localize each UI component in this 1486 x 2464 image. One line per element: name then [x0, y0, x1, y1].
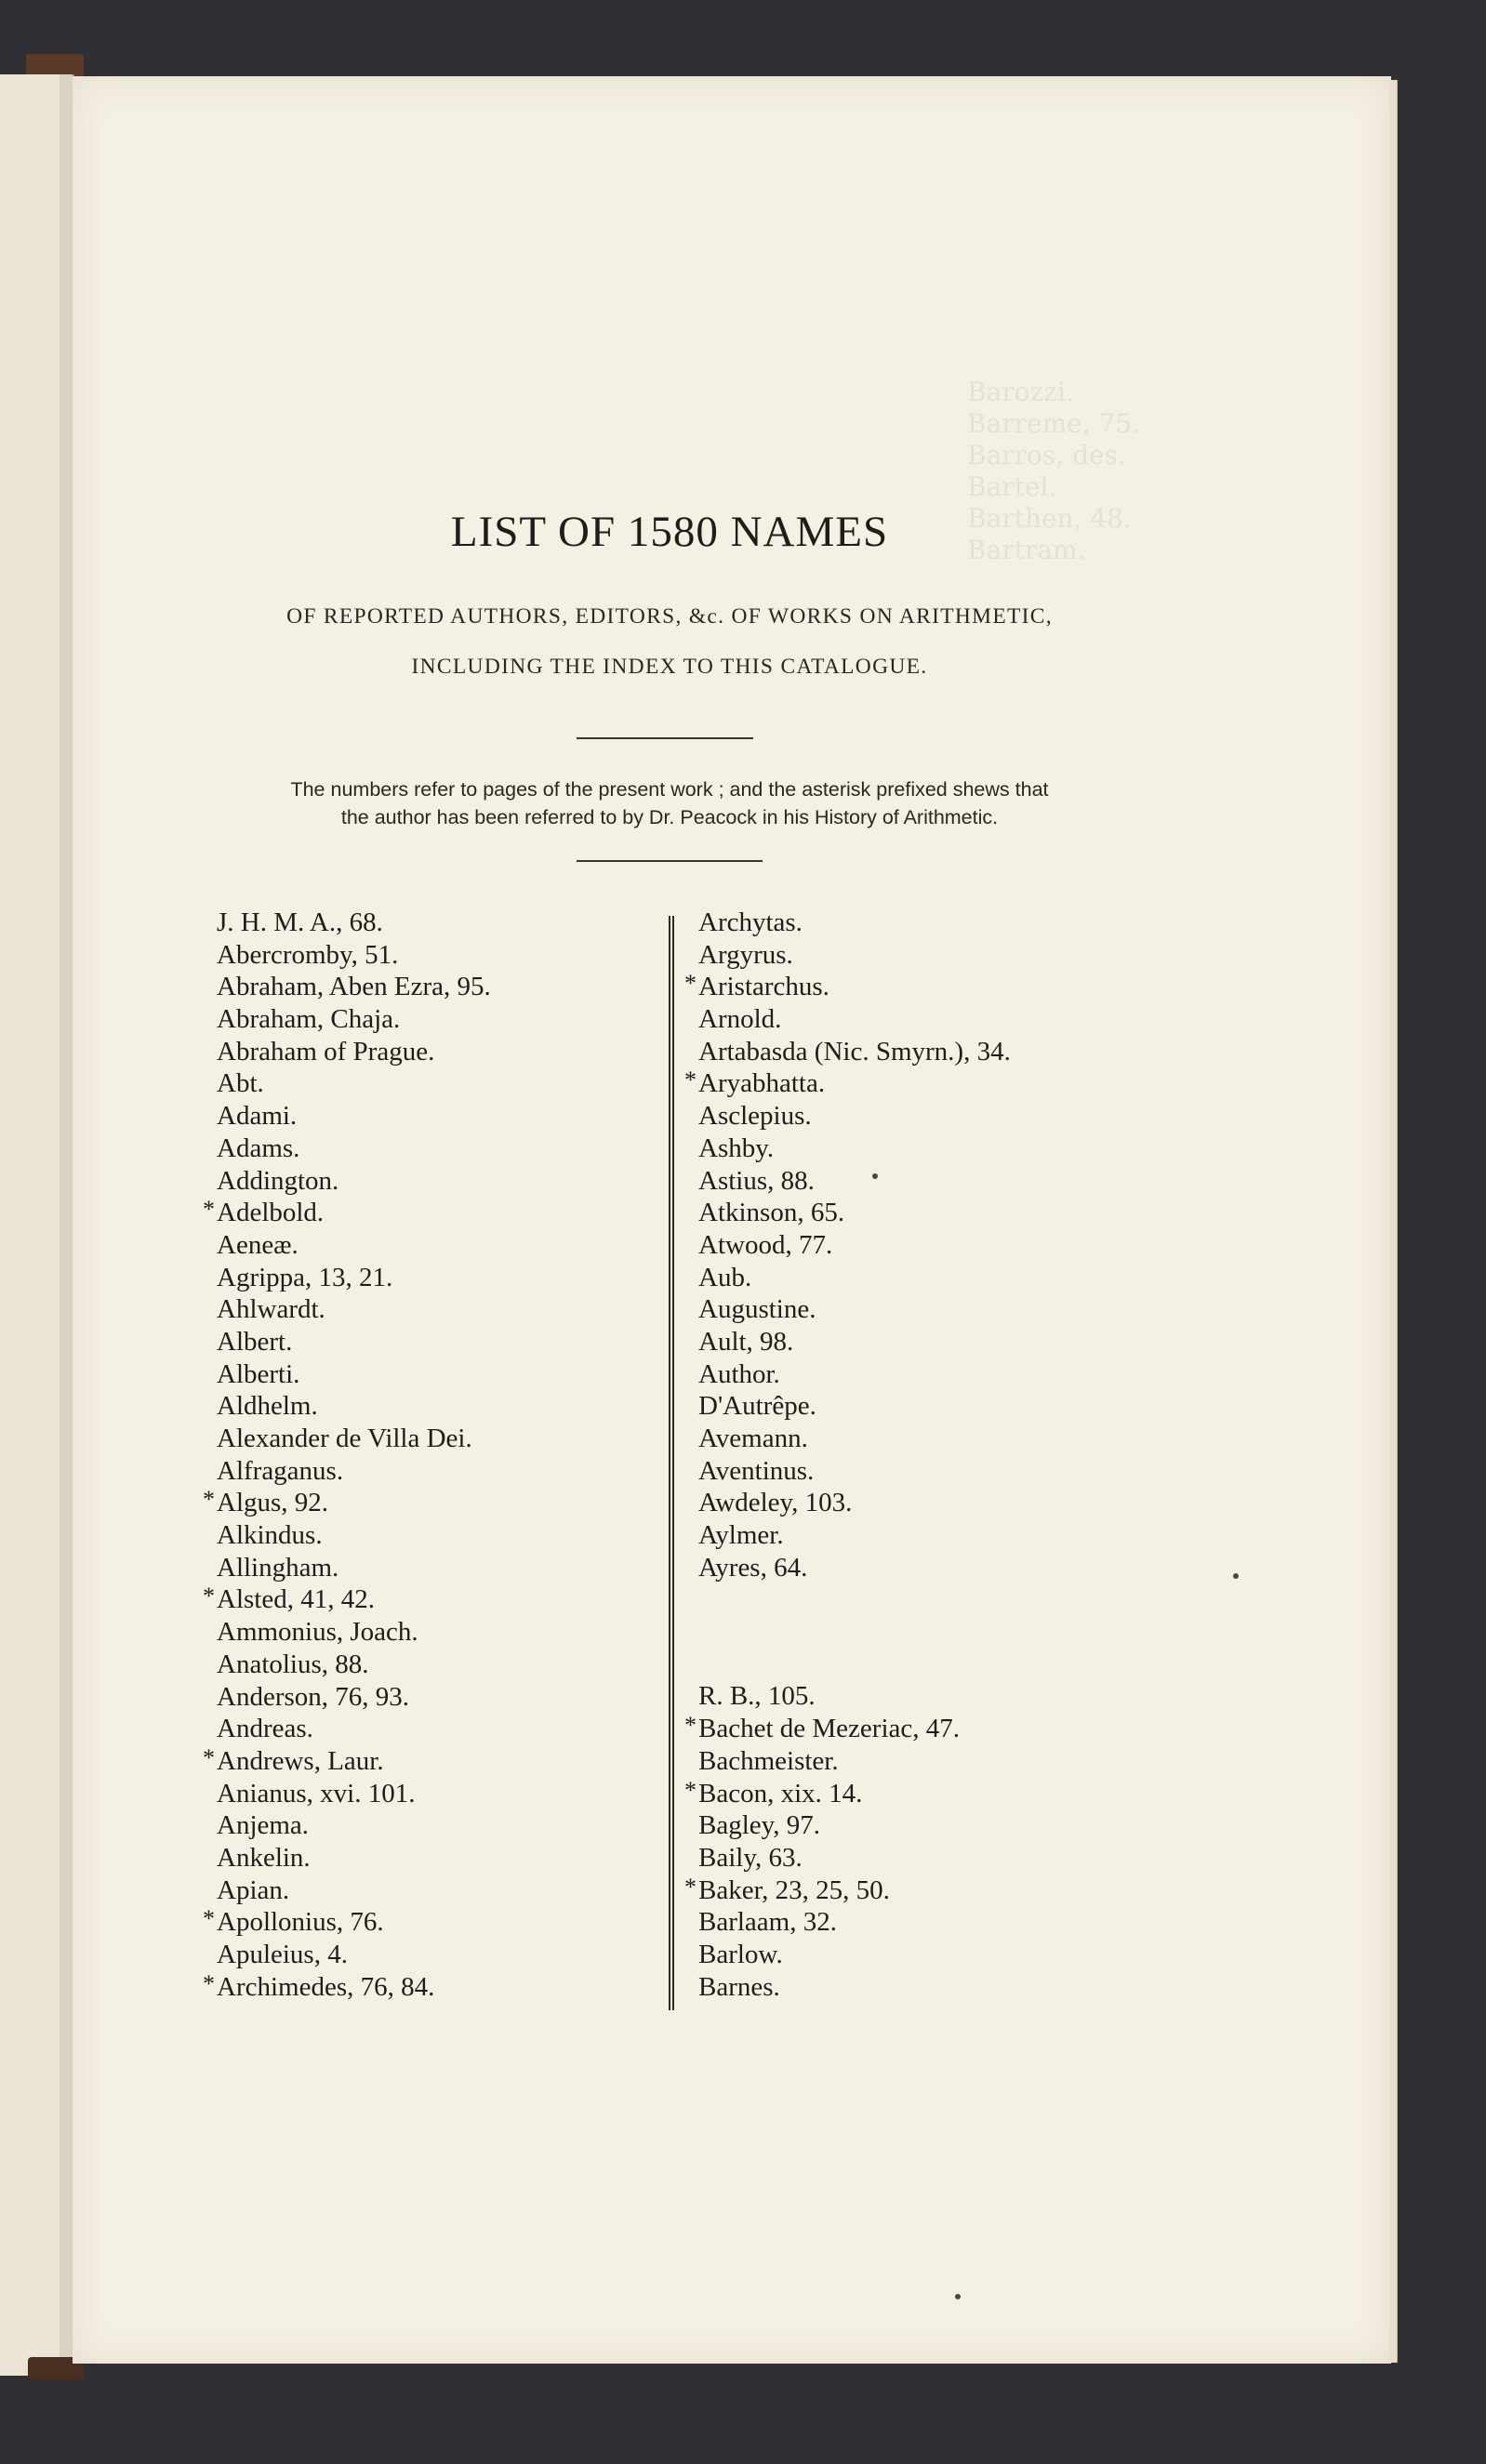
name-text: Ault, 98. — [698, 1326, 794, 1357]
asterisk-marker: * — [203, 1743, 215, 1771]
note-line-2: the author has been referred to by Dr. Peacock in his History of Arithmetic. — [340, 806, 999, 828]
name-text: J. H. M. A., 68. — [217, 907, 383, 937]
name-entry — [217, 1262, 491, 1294]
ink-speck — [872, 1173, 878, 1179]
name-entry — [217, 1842, 491, 1874]
subtitle-line-2: INCLUDING THE INDEX TO THIS CATALOGUE. — [411, 655, 928, 679]
name-entry — [698, 1842, 1011, 1874]
name-entry — [698, 1133, 1011, 1165]
name-text: Augustine. — [698, 1294, 816, 1325]
name-text: Anianus, xvi. 101. — [217, 1778, 416, 1808]
name-entry — [203, 1743, 491, 1778]
name-entry — [698, 1100, 1011, 1133]
name-text: Barlow. — [698, 1939, 783, 1969]
asterisk-marker: * — [203, 1969, 215, 1997]
name-text: Abercromby, 51. — [217, 939, 399, 970]
name-text: Apuleius, 4. — [217, 1940, 348, 1969]
name-text: Avemann. — [698, 1424, 808, 1453]
name-entry — [203, 1583, 491, 1616]
name-entry — [217, 1293, 491, 1326]
name-entry — [217, 907, 491, 939]
name-text: Anjema. — [217, 1810, 310, 1841]
name-text: Apian. — [217, 1874, 290, 1905]
name-entry — [217, 1036, 491, 1068]
page-fore-edge — [1389, 80, 1398, 2363]
name-entry — [698, 1229, 1011, 1262]
name-text: Abraham, Chaja. — [217, 1004, 401, 1035]
name-text: Astius, 88. — [698, 1165, 815, 1196]
explanatory-note — [186, 775, 1153, 831]
name-text: Aylmer. — [698, 1520, 784, 1551]
name-text: Atwood, 77. — [698, 1229, 833, 1260]
name-entry — [684, 1712, 1011, 1745]
name-text: Awdeley, 103. — [698, 1488, 853, 1518]
name-entry — [203, 1969, 491, 2004]
name-text: Ayres, 64. — [698, 1552, 808, 1583]
name-text: Ankelin. — [217, 1842, 311, 1873]
asterisk-marker: * — [203, 1583, 215, 1610]
names-column-left — [203, 907, 491, 2003]
name-text: Arnold. — [698, 1004, 782, 1035]
name-entry — [698, 1326, 1011, 1358]
name-text: Anatolius, 88. — [217, 1649, 369, 1679]
name-entry — [698, 1809, 1011, 1842]
name-entry — [217, 1229, 491, 1262]
name-text: Bacon, xix. 14. — [698, 1778, 863, 1808]
name-entry — [217, 1455, 491, 1488]
top-rule — [577, 737, 753, 739]
name-entry — [217, 1681, 491, 1714]
name-entry — [217, 1809, 491, 1842]
names-column-right — [684, 907, 1011, 2003]
ink-speck — [1233, 1573, 1239, 1579]
name-entry — [698, 1680, 1011, 1713]
name-text: Argyrus. — [698, 939, 793, 970]
name-entry — [217, 1423, 491, 1455]
name-text: Atkinson, 65. — [698, 1198, 845, 1228]
bottom-rule — [577, 860, 763, 862]
name-entry — [698, 1906, 1011, 1939]
name-entry — [217, 1067, 491, 1100]
subtitle-line-1: OF REPORTED AUTHORS, EDITORS, &c. OF WORKS ON ARITHMETIC, — [286, 604, 1053, 629]
name-text: Aristarchus. — [698, 972, 829, 1002]
name-text: Artabasda (Nic. Smyrn.), 34. — [698, 1036, 1011, 1066]
name-text: Adams. — [217, 1133, 300, 1163]
name-entry — [217, 971, 491, 1003]
name-text: Bachmeister. — [698, 1745, 839, 1776]
asterisk-marker: * — [684, 1776, 697, 1804]
name-entry — [217, 1649, 491, 1681]
name-text: R. B., 105. — [698, 1681, 816, 1712]
name-text: Aub. — [698, 1262, 752, 1292]
name-text: Aeneæ. — [217, 1229, 299, 1260]
asterisk-marker: * — [684, 1873, 697, 1901]
name-entry — [684, 1873, 1011, 1907]
name-text: Anderson, 76, 93. — [217, 1681, 410, 1712]
name-text: Alfraganus. — [217, 1455, 344, 1486]
names-group-a — [684, 907, 1011, 1583]
name-entry — [217, 1165, 491, 1198]
name-entry — [217, 1778, 491, 1810]
name-entry — [698, 1971, 1011, 2004]
name-entry — [217, 1874, 491, 1907]
name-entry — [217, 1003, 491, 1036]
name-text: Alsted, 41, 42. — [217, 1584, 375, 1615]
name-text: Apollonius, 76. — [217, 1907, 384, 1938]
name-entry — [698, 1003, 1011, 1036]
names-group-b — [684, 1680, 1011, 2003]
asterisk-marker: * — [203, 1196, 215, 1224]
name-entry — [217, 1939, 491, 1971]
name-entry — [698, 1262, 1011, 1294]
name-text: Allingham. — [217, 1552, 339, 1583]
name-text: Aventinus. — [698, 1455, 815, 1486]
name-entry — [217, 1100, 491, 1133]
page-title: LIST OF 1580 NAMES — [450, 508, 889, 556]
asterisk-marker: * — [203, 1486, 215, 1514]
name-text: Alkindus. — [217, 1520, 323, 1551]
group-spacer — [698, 1583, 1011, 1680]
name-entry — [698, 1745, 1011, 1778]
ink-speck — [955, 2294, 961, 2299]
name-text: Baily, 63. — [698, 1842, 803, 1873]
name-text: Archytas. — [698, 907, 803, 937]
name-text: Andrews, Laur. — [217, 1745, 384, 1776]
name-entry — [684, 1066, 1011, 1100]
show-through-text: Barozzi. Barreme, 75. Barros, des. Bartel. Barthen, 48. Bartram. — [967, 377, 1141, 565]
name-text: Algus, 92. — [217, 1488, 329, 1518]
name-entry — [698, 1358, 1011, 1391]
name-text: Addington. — [217, 1165, 339, 1196]
name-entry — [698, 1036, 1011, 1068]
name-entry — [698, 1390, 1011, 1423]
name-entry — [203, 1905, 491, 1939]
name-entry — [698, 1939, 1011, 1971]
name-text: Asclepius. — [698, 1101, 812, 1132]
name-entry — [217, 1552, 491, 1584]
name-entry — [698, 939, 1011, 972]
note-line-1: The numbers refer to pages of the present work ; and the asterisk prefixed shews that — [290, 778, 1049, 801]
name-entry — [217, 1390, 491, 1423]
name-entry — [698, 1423, 1011, 1455]
name-entry — [217, 1616, 491, 1649]
name-text: Agrippa, 13, 21. — [217, 1262, 393, 1292]
name-entry — [217, 1519, 491, 1552]
name-entry — [698, 1552, 1011, 1584]
name-text: Ahlwardt. — [217, 1294, 325, 1325]
asterisk-marker: * — [684, 1066, 697, 1094]
name-entry — [698, 1293, 1011, 1326]
name-text: Archimedes, 76, 84. — [217, 1971, 435, 2002]
name-entry — [698, 1519, 1011, 1552]
name-entry — [684, 970, 1011, 1003]
name-text: Bachet de Mezeriac, 47. — [698, 1714, 960, 1744]
name-text: Andreas. — [217, 1714, 313, 1744]
name-entry — [698, 1455, 1011, 1488]
name-text: Aldhelm. — [217, 1391, 318, 1422]
name-entry — [698, 907, 1011, 939]
name-text: Author. — [698, 1358, 780, 1389]
name-entry — [217, 939, 491, 972]
name-entry — [698, 1197, 1011, 1229]
name-text: Abraham of Prague. — [217, 1036, 435, 1066]
name-text: Abt. — [217, 1068, 264, 1099]
name-entry — [698, 1165, 1011, 1198]
name-text: Barnes. — [698, 1971, 780, 2002]
name-text: Ammonius, Joach. — [217, 1617, 418, 1648]
name-entry — [217, 1133, 491, 1165]
asterisk-marker: * — [203, 1905, 215, 1933]
name-text: Baker, 23, 25, 50. — [698, 1874, 890, 1905]
gutter — [60, 74, 73, 2376]
name-entry — [217, 1358, 491, 1391]
name-entry — [217, 1326, 491, 1358]
name-text: Ashby. — [698, 1133, 775, 1163]
name-entry — [203, 1196, 491, 1229]
name-entry — [698, 1487, 1011, 1519]
name-text: Alexander de Villa Dei. — [217, 1424, 472, 1453]
name-text: Abraham, Aben Ezra, 95. — [217, 972, 491, 1002]
name-text: Adami. — [217, 1101, 298, 1132]
name-entry — [203, 1486, 491, 1519]
asterisk-marker: * — [684, 1712, 697, 1740]
name-text: Adelbold. — [217, 1198, 325, 1228]
name-text: Bagley, 97. — [698, 1810, 821, 1841]
name-entry — [217, 1713, 491, 1745]
column-divider — [669, 916, 674, 2010]
name-text: Barlaam, 32. — [698, 1907, 837, 1938]
name-text: Albert. — [217, 1326, 293, 1357]
asterisk-marker: * — [684, 970, 697, 998]
name-text: Aryabhatta. — [698, 1068, 826, 1099]
name-entry — [684, 1776, 1011, 1810]
name-text: Alberti. — [217, 1358, 300, 1389]
name-text: D'Autrêpe. — [698, 1391, 816, 1422]
